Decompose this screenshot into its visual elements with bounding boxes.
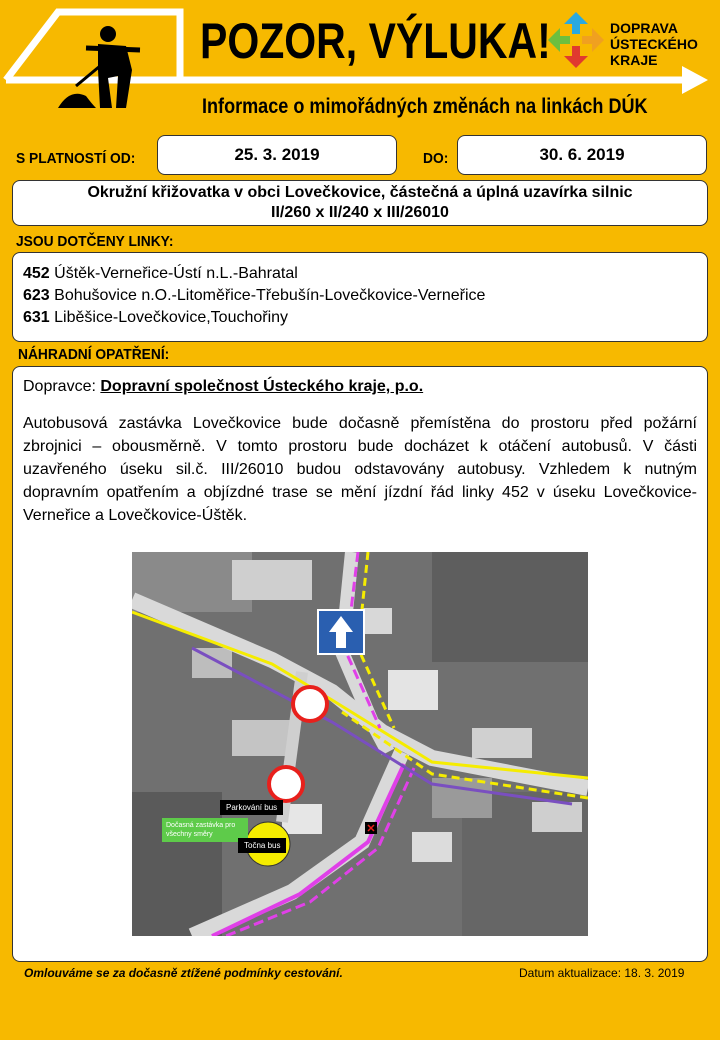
map-building [388,670,438,710]
line-item [23,307,697,329]
detour-map [132,552,588,936]
measures-label: NÁHRADNÍ OPATŘENÍ: [18,346,170,363]
map-building [472,728,532,758]
no-entry-sign-icon [293,687,327,721]
affected-lines-box [12,252,708,342]
affected-lines-label: JSOU DOTČENY LINKY: [16,233,174,250]
notice-line: II/260 x II/240 x III/26010 [271,204,449,221]
header [0,0,720,140]
line-item [23,263,697,285]
footer-updated: Datum aktualizace: 18. 3. 2019 [519,966,685,980]
map-building [232,720,292,756]
map-building [362,608,392,634]
carrier-name: Dopravní společnost Ústeckého kraje, p.o. [100,378,424,395]
page-subtitle: Informace o mimořádných změnách na linkách DÚK [202,95,648,118]
notice-box [12,180,708,226]
duk-logo-icon [548,12,604,68]
carrier-line [23,375,697,398]
page-title: POZOR, VÝLUKA! [200,13,551,69]
valid-from-value: 25. 3. 2019 [157,135,397,175]
line-route: Úštěk-Verneřice-Ústí n.L.-Bahratal [54,265,298,282]
line-route: Liběšice-Lovečkovice,Touchořiny [54,309,289,326]
turning-bus-label: Točna bus [238,838,286,853]
measures-text: Autobusová zastávka Lovečkovice bude dočasně přemístěna do prostoru před požární zbrojnici – obousměrně. V tomto prostoru bude docházet k otáčení autobusů. V části uzavřeného úseku sil.č. III/26010 budou odstavovány autobusy. Vzhledem k nutným dopravním opatřením a objízdné trase se mění jízdní řád linky 452 v úseku Lovečkovice-Verneřice a Lovečkovice-Úštěk. [23,415,697,524]
no-entry-sign-icon [269,767,303,801]
valid-to-value: 30. 6. 2019 [457,135,707,175]
map-field [132,792,222,936]
parking-bus-label: Parkování bus [220,800,283,815]
line-number: 631 [23,309,50,326]
temp-stop-label: Dočasná zastávka pro všechny směry [162,818,248,842]
valid-to-label: DO: [423,150,449,167]
one-way-sign-icon [318,610,364,654]
valid-from-label: S PLATNOSTÍ OD: [16,150,136,167]
footer-apology: Omlouváme se za dočasně ztížené podmínky cestování. [24,966,343,980]
logo-line: DOPRAVA [610,20,678,36]
map-building [412,832,452,862]
arrow-head-icon [682,66,708,94]
map-field [432,552,588,662]
line-route: Bohušovice n.O.-Litoměřice-Třebušín-Lovečkovice-Verneřice [54,287,486,304]
line-number: 623 [23,287,50,304]
line-item [23,285,697,307]
map-building [232,560,312,600]
notice-line: Okružní křižovatka v obci Lovečkovice, částečná a úplná uzavírka silnic [87,184,633,201]
line-number: 452 [23,265,50,282]
logo-line: KRAJE [610,52,658,68]
map-building [532,802,582,832]
logo-text [610,20,698,68]
worker-icon [58,26,140,108]
carrier-label: Dopravce: [23,378,96,395]
logo-line: ÚSTECKÉHO [610,36,698,52]
map-graphic [132,552,588,936]
